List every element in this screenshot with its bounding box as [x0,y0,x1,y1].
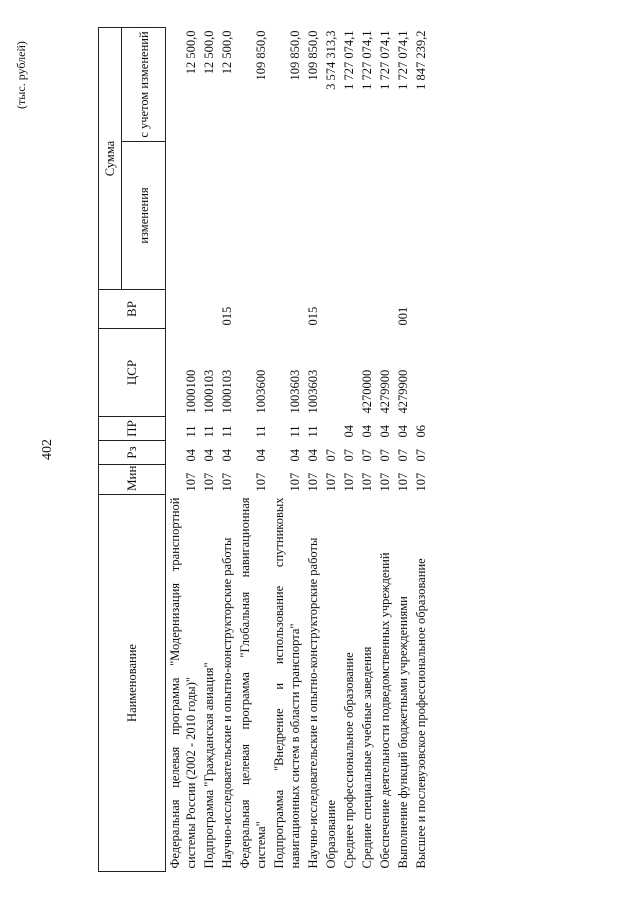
row-rz: 07 [414,449,428,462]
row-pr: 04 [342,425,356,438]
row-name: Обеспечение деятельности подведомственных учреждений [378,552,392,869]
row-csr [412,329,430,417]
row-csr: 1000103 [202,369,216,414]
row-rz: 04 [220,449,234,462]
table-row [376,28,394,872]
row-change [304,142,322,290]
page-number: 402 [40,439,55,460]
row-min: 107 [342,472,356,492]
row-total: 109 850,0 [254,30,268,81]
row-name: Образование [324,799,338,869]
row-name: Выполнение функций бюджетными учреждениями [396,596,410,869]
row-csr: 4279900 [378,369,392,414]
row-total: 12 500,0 [184,30,198,75]
header-vr: ВР [99,290,166,329]
table-body [166,28,431,872]
budget-table [98,27,430,872]
row-total: 12 500,0 [202,30,216,75]
row-rz: 04 [288,449,302,462]
row-vr [412,290,430,329]
row-total: 109 850,0 [306,30,320,81]
row-change [200,142,218,290]
row-vr [166,290,201,329]
row-min: 107 [378,472,392,492]
row-change [322,142,340,290]
row-name: Подпрограмма "Гражданская авиация" [202,662,216,869]
row-total: 109 850,0 [288,30,302,81]
row-total: 1 727 074,1 [342,30,356,90]
row-csr: 1003603 [306,369,320,414]
row-change [412,142,430,290]
row-change [218,142,236,290]
table-row [394,28,412,872]
row-change [358,142,376,290]
row-rz: 04 [202,449,216,462]
row-total: 3 574 313,3 [324,30,338,90]
header-rz: Рз [99,441,166,465]
row-pr: 04 [360,425,374,438]
row-vr [340,290,358,329]
row-pr: 06 [414,425,428,438]
row-rz: 07 [396,449,410,462]
row-min: 107 [288,472,302,492]
row-change [236,142,270,290]
table-row [218,28,236,872]
row-vr [376,290,394,329]
row-vr [236,290,270,329]
header-min: Мин [99,465,166,495]
row-vr [200,290,218,329]
row-rz: 04 [254,449,268,462]
row-min: 107 [254,472,268,492]
row-csr: 1000103 [220,369,234,414]
row-pr [322,417,340,441]
row-pr: 11 [202,425,216,438]
row-min: 107 [220,472,234,492]
row-change [394,142,412,290]
row-rz: 07 [342,449,356,462]
header-name: Наименование [99,495,166,872]
header-with-change: с учетом изменений [122,28,166,142]
row-name: Федеральная целевая программа "Модернизация транспортной системы России (2002 - 2010 годы)" [168,497,198,869]
row-change [270,142,304,290]
row-pr: 11 [288,425,302,438]
row-total: 12 500,0 [220,30,234,75]
row-pr: 11 [306,425,320,438]
table-row [340,28,358,872]
row-pr: 04 [378,425,392,438]
table-row [304,28,322,872]
table-header [99,28,166,872]
row-vr [270,290,304,329]
table-row [322,28,340,872]
row-total: 1 727 074,1 [396,30,410,90]
table-row [166,28,201,872]
table-row [358,28,376,872]
row-min: 107 [306,472,320,492]
row-name: Научно-исследовательские и опытно-конструкторские работы [306,537,320,869]
row-min: 107 [202,472,216,492]
table-row [270,28,304,872]
row-csr [322,329,340,417]
row-rz: 04 [184,449,198,462]
header-csr: ЦСР [99,329,166,417]
row-name: Среднее профессиональное образование [342,652,356,869]
header-pr: ПР [99,417,166,441]
row-rz: 07 [324,449,338,462]
header-change: изменения [122,142,166,290]
row-min: 107 [324,472,338,492]
row-change [340,142,358,290]
row-min: 107 [184,472,198,492]
row-vr: 001 [396,306,410,326]
row-total: 1 847 239,2 [414,30,428,90]
table-row [412,28,430,872]
row-change [166,142,201,290]
header-sum: Сумма [99,28,122,290]
units-label: (тыс. рублей) [14,41,28,109]
row-vr: 015 [220,306,234,326]
row-pr: 04 [396,425,410,438]
row-change [376,142,394,290]
row-min: 107 [396,472,410,492]
row-total: 1 727 074,1 [360,30,374,90]
row-name: Средние специальные учебные заведения [360,646,374,869]
row-vr [358,290,376,329]
row-name: Научно-исследовательские и опытно-конструкторские работы [220,537,234,869]
row-csr: 1003603 [288,369,302,414]
row-total: 1 727 074,1 [378,30,392,90]
row-min: 107 [360,472,374,492]
row-csr: 4270000 [360,369,374,414]
row-vr [322,290,340,329]
row-name: Высшее и послевузовское профессиональное образование [414,558,428,869]
row-rz: 04 [306,449,320,462]
row-pr: 11 [254,425,268,438]
row-pr: 11 [184,425,198,438]
table-row [200,28,218,872]
row-rz: 07 [378,449,392,462]
row-csr: 1003600 [254,369,268,414]
row-name: Подпрограмма "Внедрение и использование спутниковых навигационных систем в области транспорта" [272,497,302,869]
row-pr: 11 [220,425,234,438]
row-name: Федеральная целевая программа "Глобальная навигационная система" [238,497,268,869]
row-vr: 015 [306,306,320,326]
table-row [236,28,270,872]
row-rz: 07 [360,449,374,462]
row-csr: 4279900 [396,369,410,414]
row-csr: 1000100 [184,369,198,414]
row-min: 107 [414,472,428,492]
row-csr [340,329,358,417]
